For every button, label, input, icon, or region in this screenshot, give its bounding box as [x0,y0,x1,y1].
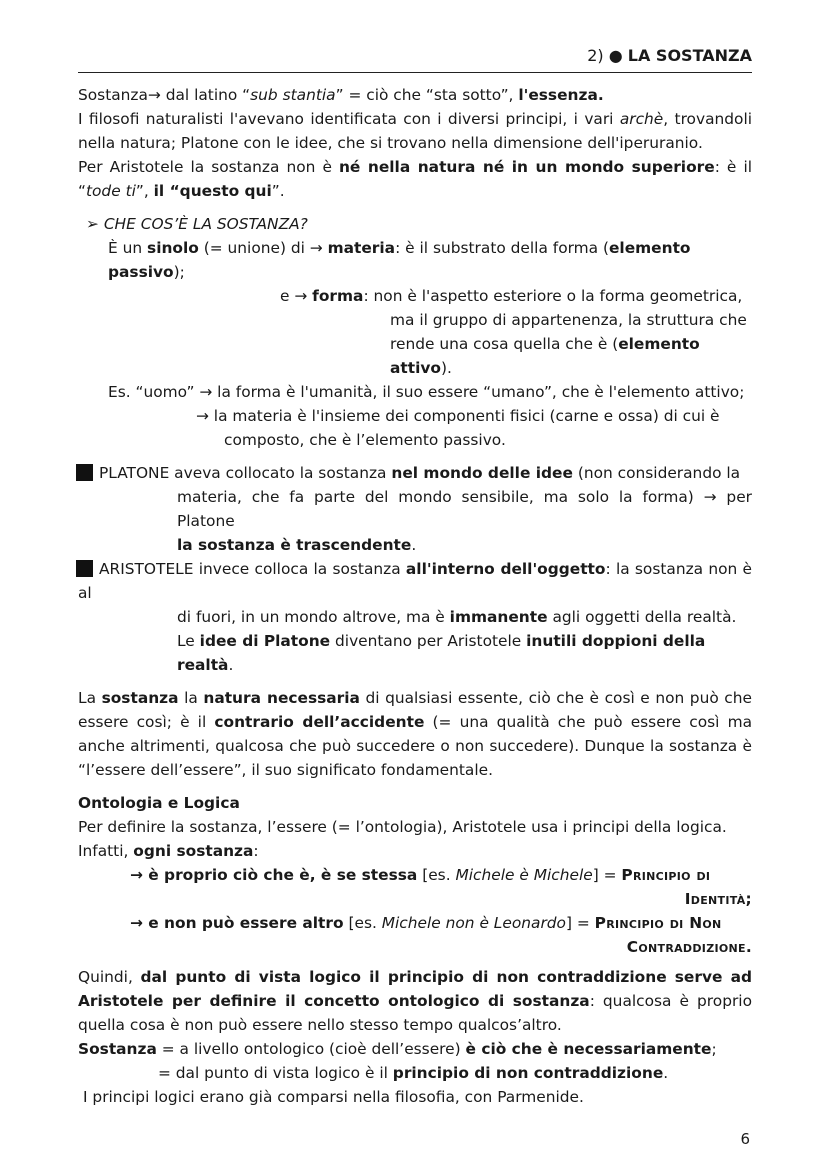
text: immanente [449,608,548,626]
text: materia, che fa parte del mondo sensibile, ma solo la forma) → per Platone [177,488,752,530]
logica-line-2 [78,839,752,863]
text: [es. [343,914,382,932]
example-line-1 [78,380,752,404]
text: dal punto di vista logico il principio di non contraddizione serve ad Aristotele per definire il concetto ontologico di sostanza [78,968,752,1010]
intro-line-1 [78,83,752,107]
text: Per Aristotele la sostanza non è [78,158,339,176]
text: PLATONE aveva collocato la sostanza [99,464,392,482]
sinolo-line [78,236,752,284]
definition-line-2 [78,1061,752,1085]
text: e → [280,287,313,305]
square-bullet-icon [76,560,93,577]
platone-line-3 [78,533,752,557]
text: il “questo qui [153,182,272,200]
principle-identity [78,863,752,887]
text: ] = [565,914,595,932]
section-title [78,791,752,815]
text: Ontologia e Logica [78,794,240,812]
text: forma [312,287,364,305]
principle-contradiction [78,911,752,935]
text: ma il gruppo di appartenenza, la struttura che [390,311,747,329]
page [78,46,752,1109]
text: Michele non è Leonardo [381,914,566,932]
bullet-icon: ● [608,46,623,65]
text: ). [440,359,452,377]
platone-line-1 [78,461,752,485]
text: Principio di Non [594,914,722,932]
page-header [78,46,752,73]
text: principio di non contraddizione [392,1064,664,1082]
text: è ciò che è necessariamente [465,1040,712,1058]
forma-line [78,284,752,308]
text: natura necessaria [203,689,360,707]
text: (non considerando la [572,464,741,482]
text: Le [177,632,200,650]
forma-line-2 [78,308,752,332]
text: , trovandoli nella natura; Platone con le idee, che si trovano nella dimensione dell'iperuranio. [78,110,753,152]
text: . [663,1064,669,1082]
text: ); [173,263,185,281]
text: elemento passivo [108,239,691,281]
text: . [411,536,417,554]
definition-line-3 [78,1085,752,1109]
text: la [178,689,204,707]
text: ” = ciò che “sta sotto”, [335,86,519,104]
principle-contradiction-2 [78,935,752,959]
text: tode ti [85,182,136,200]
text: CHE COS’È LA SOSTANZA? [103,215,308,233]
text: Sostanza [78,1040,157,1058]
aristotele-line-2 [78,605,752,629]
text: Infatti, [78,842,134,860]
text: → è proprio ciò che è, è se stessa [130,866,418,884]
natura-paragraph [78,686,752,782]
text: ”. [271,182,285,200]
arrow-bullet-icon: ➢ [86,215,99,233]
intro-paragraph-3 [78,155,752,203]
text: agli oggetti della realtà. [547,608,737,626]
text: idee di Platone [199,632,331,650]
aristotele-line-3 [78,629,752,677]
header-number: 2) [587,46,604,65]
text: Sostanza→ dal latino “ [78,86,251,104]
text: contrario dell’accidente [214,713,425,731]
text: (= unione) di → [198,239,328,257]
text: La [78,689,102,707]
text: Contraddizione [626,938,746,956]
text: l'essenza [518,86,598,104]
text: Quindi, [78,968,141,986]
aristotele-line-1 [78,557,752,605]
text: I filosofi naturalisti l'avevano identificata con i diversi principi, i vari [78,110,620,128]
intro-paragraph-2 [78,107,752,155]
text: ] = [592,866,622,884]
text: : qualcosa è proprio quella cosa è non può essere nello stesso tempo qualcos’altro. [78,992,752,1034]
text: . [228,656,234,674]
text: : non è l'aspetto esteriore o la forma geometrica, [363,287,743,305]
text: archè [619,110,664,128]
text: Michele è Michele [455,866,593,884]
text: Identità [684,890,746,908]
definition-line-1 [78,1037,752,1061]
text: materia [327,239,396,257]
text: ; [745,890,752,908]
text: [es. [417,866,456,884]
text: nel mondo delle idee [391,464,573,482]
text: Per definire la sostanza, l’essere (= l’ontologia), Aristotele usa i principi della logica. [78,818,727,836]
text: . [597,86,604,104]
quindi-paragraph [78,965,752,1037]
text: → la materia è l'insieme dei componenti fisici (carne e ossa) di cui è [196,407,720,425]
text: né nella natura né in un mondo superiore [338,158,715,176]
text: all'interno dell'oggetto [405,560,606,578]
text: : è il substrato della forma ( [395,239,609,257]
text: sinolo [147,239,199,257]
text: composto, che è l’elemento passivo. [224,431,506,449]
square-bullet-icon [76,464,93,481]
header-title: LA SOSTANZA [627,46,752,65]
text: Principio di [621,866,711,884]
question-heading [78,212,752,236]
platone-line-2 [78,485,752,533]
text: ogni sostanza [133,842,254,860]
page-number: 6 [740,1130,750,1148]
text: inutili doppioni della realtà [177,632,706,674]
text: = a livello ontologico (cioè dell’essere) [156,1040,466,1058]
text: ; [711,1040,717,1058]
text: Es. “uomo” → la forma è l'umanità, il suo essere “umano”, che è l'elemento attivo; [108,383,745,401]
forma-line-3 [78,332,752,380]
text: = dal punto di vista logico è il [158,1064,393,1082]
text: sostanza [101,689,179,707]
text: → e non può essere altro [130,914,344,932]
text: di fuori, in un mondo altrove, ma è [177,608,450,626]
principle-identity-2 [78,887,752,911]
text: di qualsiasi essente, ciò che è così e non può che essere così; è il [78,689,752,731]
example-line-2 [78,404,752,428]
text: : la sostanza non è al [78,560,752,602]
text: : è il “ [78,158,752,200]
text: diventano per Aristotele [330,632,527,650]
text: : [253,842,259,860]
text: elemento attivo [390,335,700,377]
text: ”, [135,182,154,200]
text: (= una qualità che può essere così ma anche altrimenti, qualcosa che può succedere o non succedere). Dunque la sostanza è “l’essere dell’essere”, il suo significato fondamentale. [78,713,753,779]
text: ARISTOTELE invece colloca la sostanza [99,560,406,578]
text: I principi logici erano già comparsi nella filosofia, con Parmenide. [83,1088,584,1106]
text: . [745,938,752,956]
text: sub stantia [250,86,336,104]
text: rende una cosa quella che è ( [390,335,619,353]
text: È un [108,239,148,257]
text: la sostanza è trascendente [177,536,412,554]
logica-line-1 [78,815,752,839]
example-line-3 [78,428,752,452]
